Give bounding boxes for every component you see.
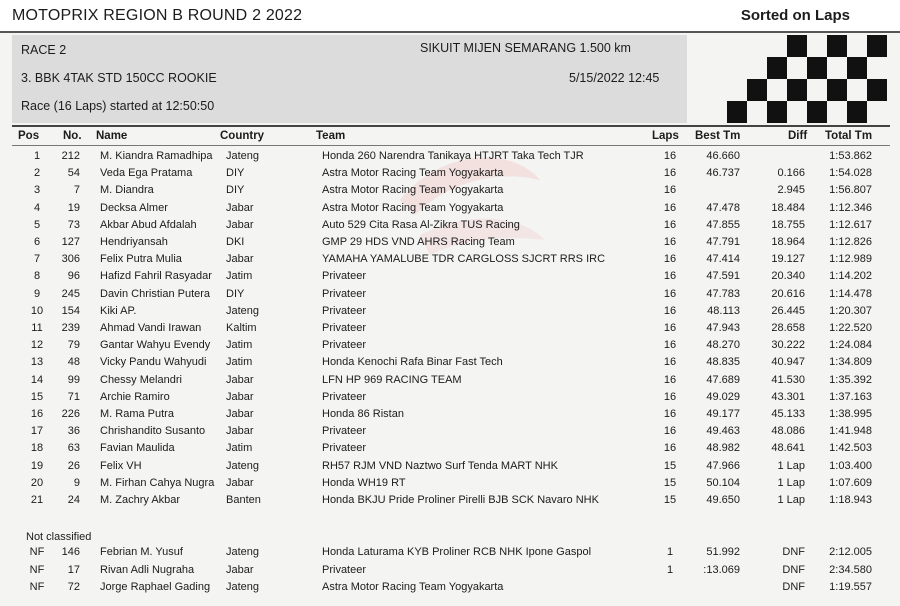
result-cell-no: 212 bbox=[61, 150, 80, 162]
result-cell-no: 48 bbox=[67, 356, 80, 369]
result-cell-laps: 16 bbox=[663, 425, 677, 438]
not-classified-cell-team: Honda Laturama KYB Proliner RCB NHK Ipone Gaspol bbox=[322, 546, 592, 558]
result-cell-laps: 16 bbox=[663, 150, 677, 162]
result-cell-diff: 26.445 bbox=[771, 304, 805, 317]
result-cell-name: Felix Putra Mulia bbox=[100, 253, 182, 266]
not-classified-cell-name: Febrian M. Yusuf bbox=[100, 546, 183, 558]
result-cell-name: M. Diandra bbox=[100, 184, 154, 197]
result-cell-no: 79 bbox=[67, 339, 80, 352]
result-cell-diff: 43.301 bbox=[771, 390, 805, 403]
col-header-name: Name bbox=[96, 130, 128, 142]
result-cell-country: Jatim bbox=[226, 356, 253, 369]
result-row bbox=[0, 494, 900, 511]
result-cell-pos: 4 bbox=[33, 201, 41, 214]
not-classified-cell-no: 17 bbox=[67, 563, 80, 576]
result-cell-no: 24 bbox=[67, 494, 80, 506]
result-cell-total: 1:14.478 bbox=[829, 287, 872, 300]
result-cell-laps: 16 bbox=[663, 408, 677, 420]
race-info-panel bbox=[12, 35, 687, 123]
result-cell-team: YAMAHA YAMALUBE TDR CARGLOSS SJCRT RRS IRC bbox=[322, 253, 606, 266]
result-cell-best: 47.855 bbox=[706, 218, 740, 231]
result-row bbox=[0, 408, 900, 425]
not-classified-cell-no: 72 bbox=[67, 581, 80, 593]
result-cell-best: 47.478 bbox=[706, 201, 740, 214]
column-header-divider bbox=[12, 145, 890, 146]
result-cell-laps: 16 bbox=[663, 304, 677, 317]
result-cell-pos: 2 bbox=[33, 167, 41, 180]
result-cell-diff: 41.530 bbox=[771, 373, 805, 386]
result-cell-diff: 20.616 bbox=[771, 287, 805, 300]
not-classified-cell-name: Jorge Raphael Gading bbox=[100, 581, 211, 593]
not-classified-cell-pos: NF bbox=[29, 546, 45, 558]
result-cell-name: Davin Christian Putera bbox=[100, 287, 211, 300]
result-cell-pos: 10 bbox=[30, 304, 44, 317]
result-cell-country: Kaltim bbox=[226, 322, 257, 334]
result-cell-team: Honda WH19 RT bbox=[322, 476, 406, 489]
not-classified-cell-total: 2:12.005 bbox=[829, 546, 872, 558]
race-start-label: Race (16 Laps) started at 12:50:50 bbox=[21, 99, 215, 113]
result-cell-team: Astra Motor Racing Team Yogyakarta bbox=[322, 201, 504, 214]
result-cell-team: Honda Kenochi Rafa Binar Fast Tech bbox=[322, 356, 503, 369]
result-row bbox=[0, 270, 900, 287]
not-classified-cell-pos: NF bbox=[29, 581, 45, 593]
not-classified-cell-country: Jabar bbox=[226, 563, 254, 576]
result-cell-diff: 2.945 bbox=[777, 184, 805, 197]
result-cell-name: M. Rama Putra bbox=[100, 408, 174, 420]
result-cell-no: 63 bbox=[67, 442, 80, 455]
result-row bbox=[0, 184, 900, 201]
result-cell-diff: 28.658 bbox=[771, 322, 805, 334]
result-cell-country: Banten bbox=[226, 494, 261, 506]
result-cell-best: 47.591 bbox=[706, 270, 740, 283]
col-header-diff: Diff bbox=[788, 130, 808, 142]
result-cell-no: 26 bbox=[67, 459, 80, 472]
result-cell-best: 49.463 bbox=[706, 425, 740, 438]
result-cell-pos: 18 bbox=[30, 442, 44, 455]
result-cell-country: Jateng bbox=[226, 459, 260, 472]
result-row bbox=[0, 391, 900, 408]
col-header-team: Team bbox=[316, 130, 346, 142]
result-cell-pos: 6 bbox=[33, 236, 41, 248]
result-cell-total: 1:34.809 bbox=[829, 356, 872, 369]
col-header-total: Total Tm bbox=[825, 130, 873, 142]
result-row bbox=[0, 202, 900, 219]
result-cell-diff: 18.755 bbox=[771, 218, 805, 231]
result-cell-pos: 9 bbox=[33, 287, 41, 300]
result-cell-country: DIY bbox=[226, 184, 245, 197]
result-cell-country: Jabar bbox=[226, 201, 254, 214]
result-row bbox=[0, 460, 900, 477]
result-cell-pos: 13 bbox=[30, 356, 44, 369]
result-cell-laps: 16 bbox=[663, 442, 677, 455]
result-cell-total: 1:22.520 bbox=[829, 322, 872, 334]
result-cell-pos: 11 bbox=[31, 322, 43, 334]
not-classified-cell-no: 146 bbox=[61, 546, 80, 558]
result-cell-name: Akbar Abud Afdalah bbox=[100, 218, 197, 231]
result-cell-total: 1:12.989 bbox=[829, 253, 872, 266]
result-cell-team: Honda BKJU Pride Proliner Pirelli BJB SCK Navaro NHK bbox=[322, 494, 599, 506]
result-cell-team: Privateer bbox=[322, 270, 367, 283]
circuit-label: SIKUIT MIJEN SEMARANG 1.500 km bbox=[420, 41, 631, 55]
result-cell-best: 47.791 bbox=[706, 236, 740, 248]
result-cell-best: 49.177 bbox=[706, 408, 740, 420]
not-classified-label: Not classified bbox=[26, 531, 92, 543]
not-classified-cell-team: Privateer bbox=[322, 563, 367, 576]
not-classified-row bbox=[0, 546, 900, 563]
race-label: RACE 2 bbox=[21, 43, 67, 57]
result-cell-pos: 1 bbox=[33, 150, 41, 162]
result-cell-total: 1:12.346 bbox=[829, 201, 872, 214]
result-row bbox=[0, 150, 900, 167]
result-cell-pos: 16 bbox=[30, 408, 44, 420]
result-cell-pos: 17 bbox=[30, 425, 44, 438]
result-cell-best: 48.982 bbox=[706, 442, 740, 455]
result-cell-pos: 8 bbox=[33, 270, 41, 283]
result-row bbox=[0, 236, 900, 253]
result-cell-country: Jatim bbox=[226, 339, 253, 352]
result-cell-diff: 20.340 bbox=[771, 270, 805, 283]
result-cell-total: 1:42.503 bbox=[829, 442, 872, 455]
result-cell-best: 46.660 bbox=[706, 150, 740, 162]
result-cell-best: 47.943 bbox=[706, 322, 740, 334]
not-classified-cell-diff: DNF bbox=[782, 563, 805, 576]
checkered-flag-graphic bbox=[687, 35, 887, 123]
result-cell-laps: 16 bbox=[663, 390, 677, 403]
result-cell-laps: 15 bbox=[663, 459, 677, 472]
result-cell-laps: 16 bbox=[663, 270, 677, 283]
result-cell-country: Jateng bbox=[226, 150, 260, 162]
result-cell-pos: 20 bbox=[30, 476, 44, 489]
sort-label: Sorted on Laps bbox=[740, 7, 850, 24]
not-classified-cell-laps: 1 bbox=[666, 563, 674, 576]
result-cell-laps: 16 bbox=[663, 287, 677, 300]
result-cell-total: 1:07.609 bbox=[829, 476, 872, 489]
result-cell-best: 47.414 bbox=[706, 253, 740, 266]
result-cell-country: Jabar bbox=[226, 476, 254, 489]
result-cell-team: RH57 RJM VND Naztwo Surf Tenda MART NHK bbox=[322, 459, 558, 472]
result-cell-laps: 16 bbox=[663, 356, 677, 369]
result-cell-no: 7 bbox=[73, 184, 80, 197]
result-cell-laps: 16 bbox=[663, 339, 677, 352]
result-cell-country: DKI bbox=[226, 236, 245, 248]
result-cell-total: 1:12.617 bbox=[829, 218, 872, 231]
result-cell-best: 47.689 bbox=[706, 373, 740, 386]
result-cell-no: 226 bbox=[61, 408, 80, 420]
result-cell-country: Jateng bbox=[226, 304, 260, 317]
result-cell-pos: 21 bbox=[30, 494, 44, 506]
result-cell-team: Privateer bbox=[322, 304, 367, 317]
not-classified-cell-country: Jateng bbox=[226, 581, 260, 593]
result-cell-best: 48.835 bbox=[706, 356, 740, 369]
result-cell-laps: 16 bbox=[663, 253, 677, 266]
not-classified-cell-diff: DNF bbox=[782, 546, 805, 558]
result-cell-country: Jabar bbox=[226, 218, 254, 231]
result-cell-country: Jabar bbox=[226, 408, 254, 420]
result-cell-total: 1:18.943 bbox=[829, 494, 872, 506]
result-cell-diff: 45.133 bbox=[771, 408, 805, 420]
result-cell-total: 1:14.202 bbox=[829, 270, 872, 283]
event-title: MOTOPRIX REGION B ROUND 2 2022 bbox=[12, 7, 303, 24]
result-cell-total: 1:20.307 bbox=[829, 304, 872, 317]
result-cell-total: 1:38.995 bbox=[829, 408, 872, 420]
result-cell-name: Favian Maulida bbox=[100, 442, 175, 455]
result-cell-best: 48.270 bbox=[706, 339, 740, 352]
result-cell-no: 36 bbox=[67, 425, 80, 438]
result-cell-name: M. Zachry Akbar bbox=[100, 494, 181, 506]
result-cell-name: Chessy Melandri bbox=[100, 373, 182, 386]
result-cell-laps: 16 bbox=[663, 322, 677, 334]
not-classified-cell-pos: NF bbox=[29, 563, 45, 576]
result-cell-team: Privateer bbox=[322, 287, 367, 300]
result-cell-name: Hendriyansah bbox=[100, 236, 168, 248]
not-classified-cell-best: 51.992 bbox=[706, 546, 740, 558]
result-row bbox=[0, 425, 900, 442]
result-row bbox=[0, 167, 900, 184]
result-cell-team: Honda 86 Ristan bbox=[322, 408, 404, 420]
result-cell-country: Jabar bbox=[226, 253, 254, 266]
col-header-best: Best Tm bbox=[695, 130, 741, 142]
result-row bbox=[0, 477, 900, 494]
race-datetime: 5/15/2022 12:45 bbox=[569, 71, 660, 85]
result-cell-team: Auto 529 Cita Rasa Al-Zikra TUS Racing bbox=[322, 218, 520, 231]
result-cell-team: GMP 29 HDS VND AHRS Racing Team bbox=[322, 236, 515, 248]
col-header-laps: Laps bbox=[652, 130, 679, 142]
result-cell-pos: 12 bbox=[30, 339, 44, 352]
result-cell-no: 96 bbox=[67, 270, 80, 283]
result-cell-team: Privateer bbox=[322, 390, 367, 403]
col-header-country: Country bbox=[220, 130, 265, 142]
result-cell-name: Chrishandito Susanto bbox=[100, 425, 206, 438]
result-cell-diff: 1 Lap bbox=[777, 459, 805, 472]
result-cell-total: 1:53.862 bbox=[829, 150, 872, 162]
not-classified-cell-name: Rivan Adli Nugraha bbox=[100, 563, 195, 576]
result-cell-name: Decksa Almer bbox=[100, 201, 168, 214]
result-cell-pos: 3 bbox=[33, 184, 41, 197]
not-classified-cell-total: 2:34.580 bbox=[829, 563, 872, 576]
result-cell-name: Hafizd Fahril Rasyadar bbox=[100, 270, 212, 283]
result-cell-laps: 15 bbox=[663, 494, 677, 506]
result-cell-no: 99 bbox=[67, 373, 80, 386]
result-cell-best: 50.104 bbox=[706, 476, 740, 489]
result-cell-no: 54 bbox=[67, 167, 80, 180]
not-classified-cell-team: Astra Motor Racing Team Yogyakarta bbox=[322, 581, 504, 593]
result-cell-total: 1:24.084 bbox=[829, 339, 872, 352]
result-cell-name: Gantar Wahyu Evendy bbox=[100, 339, 211, 352]
result-cell-best: 48.113 bbox=[707, 304, 740, 317]
title-divider bbox=[0, 31, 900, 33]
result-cell-laps: 16 bbox=[663, 167, 677, 180]
result-cell-no: 154 bbox=[61, 304, 80, 317]
result-cell-name: Vicky Pandu Wahyudi bbox=[100, 356, 207, 369]
class-label: 3. BBK 4TAK STD 150CC ROOKIE bbox=[21, 71, 217, 85]
result-cell-country: DIY bbox=[226, 167, 245, 180]
result-cell-best: 47.966 bbox=[706, 459, 740, 472]
not-classified-cell-diff: DNF bbox=[782, 581, 805, 593]
result-cell-no: 239 bbox=[61, 322, 80, 334]
result-cell-country: Jatim bbox=[226, 442, 253, 455]
result-cell-country: Jabar bbox=[226, 373, 254, 386]
result-cell-laps: 16 bbox=[663, 236, 677, 248]
result-cell-laps: 16 bbox=[663, 201, 677, 214]
result-cell-laps: 16 bbox=[663, 184, 677, 197]
result-cell-team: Privateer bbox=[322, 339, 367, 352]
result-cell-name: Kiki AP. bbox=[100, 304, 137, 317]
result-cell-total: 1:54.028 bbox=[829, 167, 872, 180]
result-cell-name: M. Firhan Cahya Nugra bbox=[100, 476, 215, 489]
result-cell-diff: 30.222 bbox=[771, 339, 805, 352]
result-row bbox=[0, 339, 900, 356]
result-cell-team: Astra Motor Racing Team Yogyakarta bbox=[322, 184, 504, 197]
result-cell-pos: 7 bbox=[33, 253, 41, 266]
result-cell-pos: 5 bbox=[33, 218, 41, 231]
result-cell-team: Privateer bbox=[322, 425, 367, 438]
result-cell-country: Jabar bbox=[226, 390, 254, 403]
result-cell-total: 1:35.392 bbox=[829, 373, 872, 386]
result-cell-no: 19 bbox=[67, 201, 80, 214]
result-cell-total: 1:56.807 bbox=[829, 184, 872, 197]
result-cell-country: Jatim bbox=[226, 270, 253, 283]
title-bar bbox=[0, 0, 900, 33]
result-cell-laps: 15 bbox=[663, 476, 677, 489]
result-row bbox=[0, 322, 900, 339]
result-row bbox=[0, 288, 900, 305]
not-classified-cell-best: :13.069 bbox=[703, 563, 740, 576]
result-cell-team: Honda 260 Narendra Tanikaya HTJRT Taka Tech TJR bbox=[322, 150, 584, 162]
result-cell-best: 49.029 bbox=[706, 390, 740, 403]
result-row bbox=[0, 219, 900, 236]
result-cell-diff: 1 Lap bbox=[777, 476, 805, 489]
not-classified-row bbox=[0, 564, 900, 581]
col-header-pos: Pos bbox=[18, 130, 40, 142]
result-cell-name: Ahmad Vandi Irawan bbox=[100, 322, 202, 334]
result-cell-diff: 19.127 bbox=[771, 253, 805, 266]
result-cell-no: 9 bbox=[73, 476, 80, 489]
result-cell-pos: 19 bbox=[30, 459, 44, 472]
not-classified-cell-laps: 1 bbox=[666, 546, 674, 558]
result-cell-laps: 16 bbox=[663, 373, 677, 386]
result-cell-no: 127 bbox=[61, 236, 80, 248]
result-row bbox=[0, 356, 900, 373]
result-cell-diff: 0.166 bbox=[777, 167, 805, 180]
result-cell-no: 71 bbox=[67, 390, 80, 403]
result-cell-best: 46.737 bbox=[706, 167, 740, 180]
result-cell-country: DIY bbox=[226, 287, 245, 300]
header-divider bbox=[12, 125, 890, 127]
result-cell-diff: 40.947 bbox=[771, 356, 805, 369]
result-cell-name: Veda Ega Pratama bbox=[100, 167, 193, 180]
result-cell-total: 1:03.400 bbox=[829, 459, 872, 472]
result-cell-best: 49.650 bbox=[706, 494, 740, 506]
result-cell-no: 73 bbox=[67, 218, 80, 231]
result-cell-best: 47.783 bbox=[706, 287, 740, 300]
result-cell-team: LFN HP 969 RACING TEAM bbox=[322, 373, 462, 386]
result-cell-no: 245 bbox=[61, 287, 80, 300]
result-cell-laps: 16 bbox=[663, 218, 677, 231]
result-cell-team: Privateer bbox=[322, 322, 367, 334]
result-cell-total: 1:12.826 bbox=[829, 236, 872, 248]
result-cell-no: 306 bbox=[61, 253, 80, 266]
col-header-no: No. bbox=[63, 130, 82, 142]
result-row bbox=[0, 253, 900, 270]
not-classified-cell-total: 1:19.557 bbox=[829, 581, 872, 593]
result-cell-name: Felix VH bbox=[100, 459, 142, 472]
result-cell-team: Privateer bbox=[322, 442, 367, 455]
result-row bbox=[0, 442, 900, 459]
result-cell-total: 1:37.163 bbox=[829, 390, 872, 403]
result-row bbox=[0, 374, 900, 391]
not-classified-row bbox=[0, 581, 900, 598]
result-cell-name: M. Kiandra Ramadhipa bbox=[100, 150, 213, 162]
result-row bbox=[0, 305, 900, 322]
result-cell-team: Astra Motor Racing Team Yogyakarta bbox=[322, 167, 504, 180]
result-cell-total: 1:41.948 bbox=[829, 425, 872, 438]
not-classified-cell-country: Jateng bbox=[226, 546, 260, 558]
result-cell-diff: 48.086 bbox=[771, 425, 805, 438]
result-cell-country: Jabar bbox=[226, 425, 254, 438]
result-cell-diff: 48.641 bbox=[771, 442, 805, 455]
result-cell-name: Archie Ramiro bbox=[100, 390, 170, 403]
result-cell-diff: 18.484 bbox=[771, 201, 805, 214]
result-cell-diff: 1 Lap bbox=[777, 494, 805, 506]
result-cell-pos: 14 bbox=[30, 373, 44, 386]
result-cell-pos: 15 bbox=[30, 390, 44, 403]
result-cell-diff: 18.964 bbox=[771, 236, 805, 248]
